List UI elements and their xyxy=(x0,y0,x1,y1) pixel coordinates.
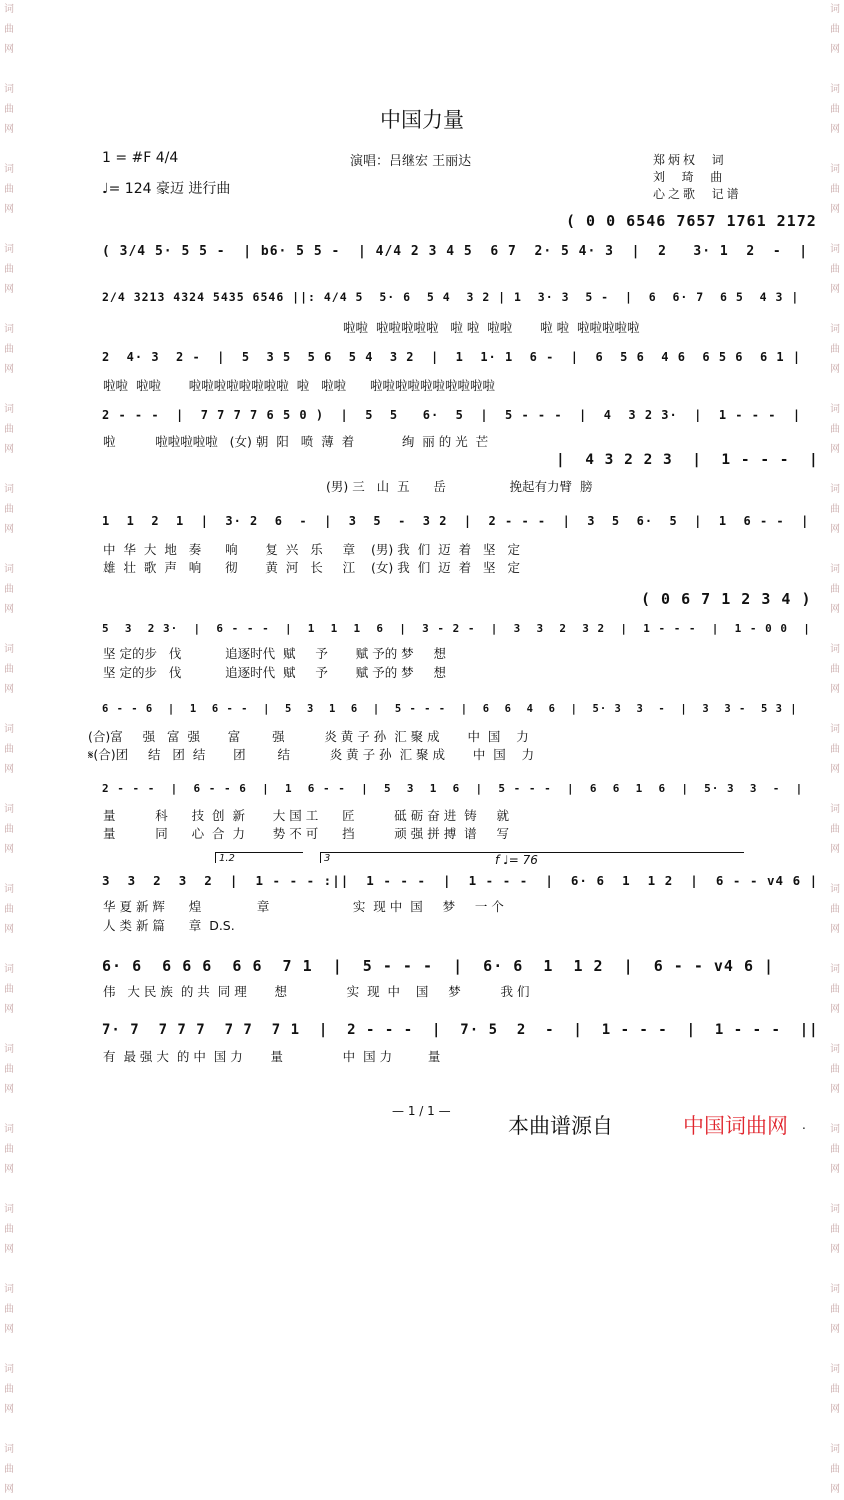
score-line-5: | 4 3 2 2 3 | 1 - - - | xyxy=(556,452,819,468)
lyric-line: 坚 定的步 伐 追逐时代 赋 予 赋 予的 梦 想 xyxy=(103,646,447,661)
score-line-7: ( 0 6 7 1 2 3 4 ) xyxy=(641,590,812,608)
score-line-3: 2 4· 3 2 - | 5 3 5 5 6 5 4 3 2 | 1 1· 1 6 - | 6 5 6 4 6 6 5 6 6 1 | xyxy=(102,350,802,364)
tempo-marking: ♩= 124 豪迈 进行曲 xyxy=(102,181,231,197)
page-number: — 1 / 1 — xyxy=(392,1104,451,1118)
dynamic-marking: f ♩= 76 xyxy=(495,853,538,867)
intro-notes: ( 0 0 6546 7657 1761 2172 xyxy=(566,212,817,230)
score-line-9: 6 - - 6 | 1 6 - - | 5 3 1 6 | 5 - - - | 6 6 4 6 | 5· 3 3 - | 3 3 - 5 3 | xyxy=(102,703,798,715)
score-line-1: ( 3/4 5· 5 5 - | b6· 5 5 - | 4/4 2 3 4 5 6 7 2· 5 4· 3 | 2 3· 1 2 - | xyxy=(102,244,809,259)
lyric-line: (合)富 强 富 强 富 强 炎 黄 子 孙 汇 聚 成 中 国 力 xyxy=(88,729,529,744)
lyric-line: 华 夏 新 辉 煌 章 实 现 中 国 梦 一 个 xyxy=(103,899,504,914)
credit-music: 刘 琦 曲 xyxy=(653,170,726,184)
lyric-line: 啦 啦啦啦啦啦 (女) 朝 阳 喷 薄 着 绚 丽 的 光 芒 xyxy=(103,434,489,449)
score-line-4: 2 - - - | 7 7 7 7 6 5 0 ) | 5 5 6· 5 | 5 - - - | 4 3 2 3· | 1 - - - | xyxy=(102,408,802,422)
source-label: 本曲谱源自 xyxy=(508,1114,613,1138)
lyric-line: 量 同 心 合 力 势 不 可 挡 顽 强 拼 搏 谱 写 xyxy=(103,826,510,841)
credit-notation: 心之歌 记谱 xyxy=(653,187,742,201)
lyric-line: 伟 大 民 族 的 共 同 理 想 实 现 中 国 梦 我 们 xyxy=(103,984,530,999)
volta-3: 3 xyxy=(320,852,744,863)
lyric-line: 量 科 技 创 新 大 国 工 匠 砥 砺 奋 进 铸 就 xyxy=(103,808,510,823)
score-line-10: 2 - - - | 6 - - 6 | 1 6 - - | 5 3 1 6 | 5 - - - | 6 6 1 6 | 5· 3 3 - | xyxy=(102,782,804,795)
lyric-line: 有 最 强 大 的 中 国 力 量 中 国 力 量 xyxy=(103,1049,441,1064)
lyric-line: 人 类 新 篇 章 D.S. xyxy=(103,918,235,933)
lyric-line: 𝄋(合)团 结 团 结 团 结 炎 黄 子 孙 汇 聚 成 中 国 力 xyxy=(88,747,535,762)
score-line-11: 3 3 2 3 2 | 1 - - - :|| 1 - - - | 1 - - - | 6· 6 1 1 2 | 6 - - v4 6 | xyxy=(102,873,819,888)
score-line-12: 6· 6 6 6 6 6 6 7 1 | 5 - - - | 6· 6 1 1 2 | 6 - - v4 6 | xyxy=(102,957,775,975)
score-line-2: 2/4 3213 4324 5435 6546 ||: 4/4 5 5· 6 5 4 3 2 | 1 3· 3 5 - | 6 6· 7 6 5 4 3 | xyxy=(102,290,800,304)
key-signature: 1 = #F 4/4 xyxy=(102,150,179,166)
lyric-line: 雄 壮 歌 声 响 彻 黄 河 长 江 (女) 我 们 迈 着 坚 定 xyxy=(103,560,520,575)
score-line-6: 1 1 2 1 | 3· 2 6 - | 3 5 - 3 2 | 2 - - - | 3 5 6· 5 | 1 6 - - | xyxy=(102,514,810,528)
lyric-line: 中 华 大 地 奏 响 复 兴 乐 章 (男) 我 们 迈 着 坚 定 xyxy=(103,542,520,557)
lyric-line: 啦啦 啦啦 啦啦啦啦啦啦啦啦 啦 啦啦 啦啦啦啦啦啦啦啦啦啦 xyxy=(103,378,495,393)
watermark-right: 词 曲 网 词 曲 网 词 曲 网 词 曲 网 词 曲 网 词 曲 网 词 曲 网 词 曲 网 词 曲 网 词 曲 网 词 曲 网 词 曲 网 词 曲 网 词 曲 网 词 曲 网 词 曲 网 词 曲 网 词 曲 网 词 曲 网 xyxy=(830,4,840,1495)
lyric-line: 坚 定的步 伐 追逐时代 赋 予 赋 予的 梦 想 xyxy=(103,665,447,680)
score-line-13: 7· 7 7 7 7 7 7 7 1 | 2 - - - | 7· 5 2 - | 1 - - - | 1 - - - || xyxy=(102,1022,819,1038)
lyric-line: 啦啦 啦啦啦啦啦 啦 啦 啦啦 啦 啦 啦啦啦啦啦 xyxy=(343,320,640,335)
score-line-8: 5 3 2 3· | 6 - - - | 1 1 1 6 | 3 - 2 - | 3 3 2 3 2 | 1 - - - | 1 - 0 0 | xyxy=(102,622,811,635)
lyric-line: (男) 三 山 五 岳 挽起有力臂 膀 xyxy=(326,479,593,494)
site-brand[interactable]: 中国词曲网 xyxy=(683,1114,788,1138)
volta-1-2: 1.2 xyxy=(215,852,303,863)
performer: 演唱：吕继宏 王丽达 xyxy=(350,154,472,169)
brand-suffix: . xyxy=(802,1118,806,1132)
credit-lyrics: 郑炳权 词 xyxy=(653,153,727,167)
song-title: 中国力量 xyxy=(380,108,464,132)
watermark-left: 词 曲 网 词 曲 网 词 曲 网 词 曲 网 词 曲 网 词 曲 网 词 曲 网 词 曲 网 词 曲 网 词 曲 网 词 曲 网 词 曲 网 词 曲 网 词 曲 网 词 曲 网 词 曲 网 词 曲 网 词 曲 网 词 曲 网 xyxy=(4,4,14,1495)
